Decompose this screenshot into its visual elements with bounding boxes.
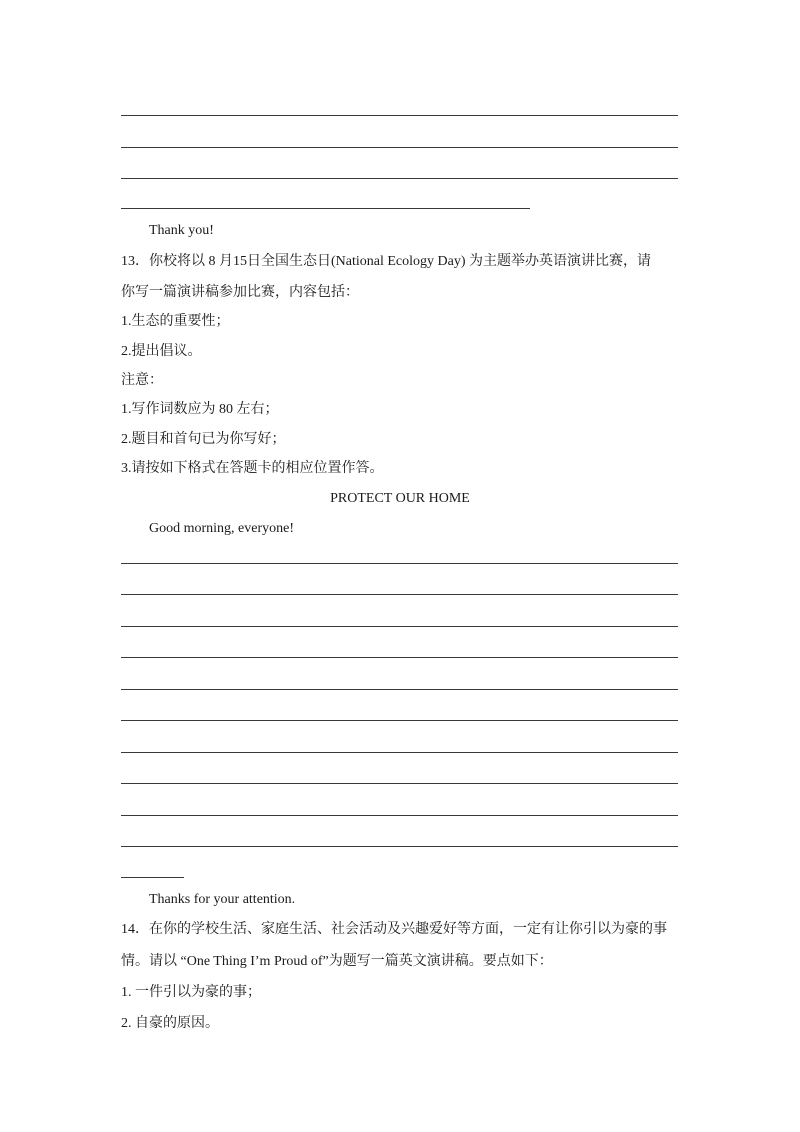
answer-line: [121, 594, 678, 595]
answer-line-short: [121, 877, 184, 878]
q13-note-2: 2.题目和首句已为你写好；: [121, 432, 286, 447]
q13-note-3: 3.请按如下格式在答题卡的相应位置作答。: [121, 461, 384, 476]
answer-line: [121, 115, 678, 116]
q13-note-1: 1.写作词数应为 80 左右；: [121, 402, 279, 417]
answer-line: [121, 178, 678, 179]
answer-line: [121, 626, 678, 627]
q13-stem-line1: 13．你校将以 8 月15日全国生态日(National Ecology Day) 为主题举办英语演讲比赛，请: [121, 254, 652, 269]
q14-stem-line2: 情。请以 “One Thing I’m Proud of”为题写一篇英文演讲稿。要点如下：: [121, 954, 553, 969]
answer-line: [121, 720, 678, 721]
q12-closing: Thank you!: [149, 223, 214, 238]
q14-point-1: 1. 一件引以为豪的事；: [121, 985, 261, 1000]
answer-line: [121, 563, 678, 564]
q13-notes-label: 注意：: [121, 373, 163, 388]
q13-title: PROTECT OUR HOME: [330, 491, 470, 506]
q13-point-2: 2.提出倡议。: [121, 344, 202, 359]
answer-line: [121, 689, 678, 690]
q13-stem-line2: 你写一篇演讲稿参加比赛，内容包括：: [121, 285, 359, 300]
q14-stem-line1: 14．在你的学校生活、家庭生活、社会活动及兴趣爱好等方面，一定有让你引以为豪的事: [121, 922, 667, 937]
q13-opening: Good morning, everyone!: [149, 521, 295, 536]
answer-line: [121, 815, 678, 816]
answer-line: [121, 657, 678, 658]
answer-line: [121, 752, 678, 753]
answer-line: [121, 783, 678, 784]
q13-closing: Thanks for your attention.: [149, 892, 296, 907]
answer-line: [121, 147, 678, 148]
answer-line: [121, 846, 678, 847]
q13-point-1: 1.生态的重要性；: [121, 314, 230, 329]
q14-point-2: 2. 自豪的原因。: [121, 1016, 219, 1031]
answer-line-short: [121, 208, 530, 209]
